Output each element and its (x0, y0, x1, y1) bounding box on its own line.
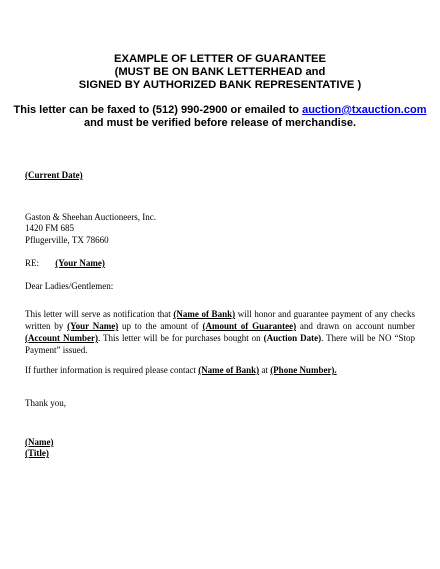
fax-text: This letter can be faxed to (512) 990-2900 or emailed to (13, 104, 303, 116)
body-text-1: This letter will serve as notification that (25, 309, 174, 319)
header-signed-note: SIGNED BY AUTHORIZED BANK REPRESENTATIVE ) (78, 79, 362, 91)
your-name-field: (Your Name) (67, 321, 119, 331)
contact-text-1: If further information is required please contact (25, 365, 199, 375)
contact-text-2: at (259, 365, 271, 375)
email-link[interactable]: auction@txauction.com (302, 104, 427, 116)
closing: Thank you, (25, 398, 66, 408)
bank-name-field: (Name of Bank) (173, 309, 236, 319)
body-text-2: will honor and guarantee payment of any checks written by (25, 309, 416, 331)
signature-block (25, 437, 54, 460)
amount-field: (Amount of Guarantee) (202, 321, 297, 331)
contact-bank-field: (Name of Bank) (198, 365, 260, 375)
recipient-city: Pflugerville, TX 78660 (25, 234, 109, 245)
re-value: (Your Name) (55, 258, 105, 268)
re-line (25, 258, 105, 269)
header-title: EXAMPLE OF LETTER OF GUARANTEE (114, 53, 326, 65)
body-text-6: . There will be NO “Stop Payment” issued. (25, 333, 415, 355)
signature-title: (Title) (25, 448, 49, 459)
body-paragraph (25, 308, 415, 356)
auction-date-field: (Auction Date) (263, 333, 322, 343)
recipient-name: Gaston & Sheehan Auctioneers, Inc. (25, 212, 156, 222)
current-date: (Current Date) (25, 170, 83, 180)
body-text-5: . This letter will be for purchases bought on (97, 333, 264, 343)
contact-line (25, 365, 337, 376)
account-number-field: (Account Number) (25, 333, 98, 343)
letter-header (0, 53, 440, 92)
header-letterhead-note: (MUST BE ON BANK LETTERHEAD and (114, 66, 326, 78)
body-text-4: and drawn on account number (296, 321, 415, 331)
fax-line-2: and must be verified before release of merchandise. (83, 117, 357, 129)
signature-name: (Name) (25, 437, 54, 447)
re-label: RE: (25, 258, 40, 268)
fax-line-1 (0, 104, 440, 117)
phone-number-field: (Phone Number). (270, 365, 337, 375)
recipient-street: 1420 FM 685 (25, 223, 75, 234)
fax-notice (0, 104, 440, 130)
body-text-3: up to the amount of (118, 321, 203, 331)
recipient-address (25, 212, 156, 246)
salutation: Dear Ladies/Gentlemen: (25, 281, 114, 291)
